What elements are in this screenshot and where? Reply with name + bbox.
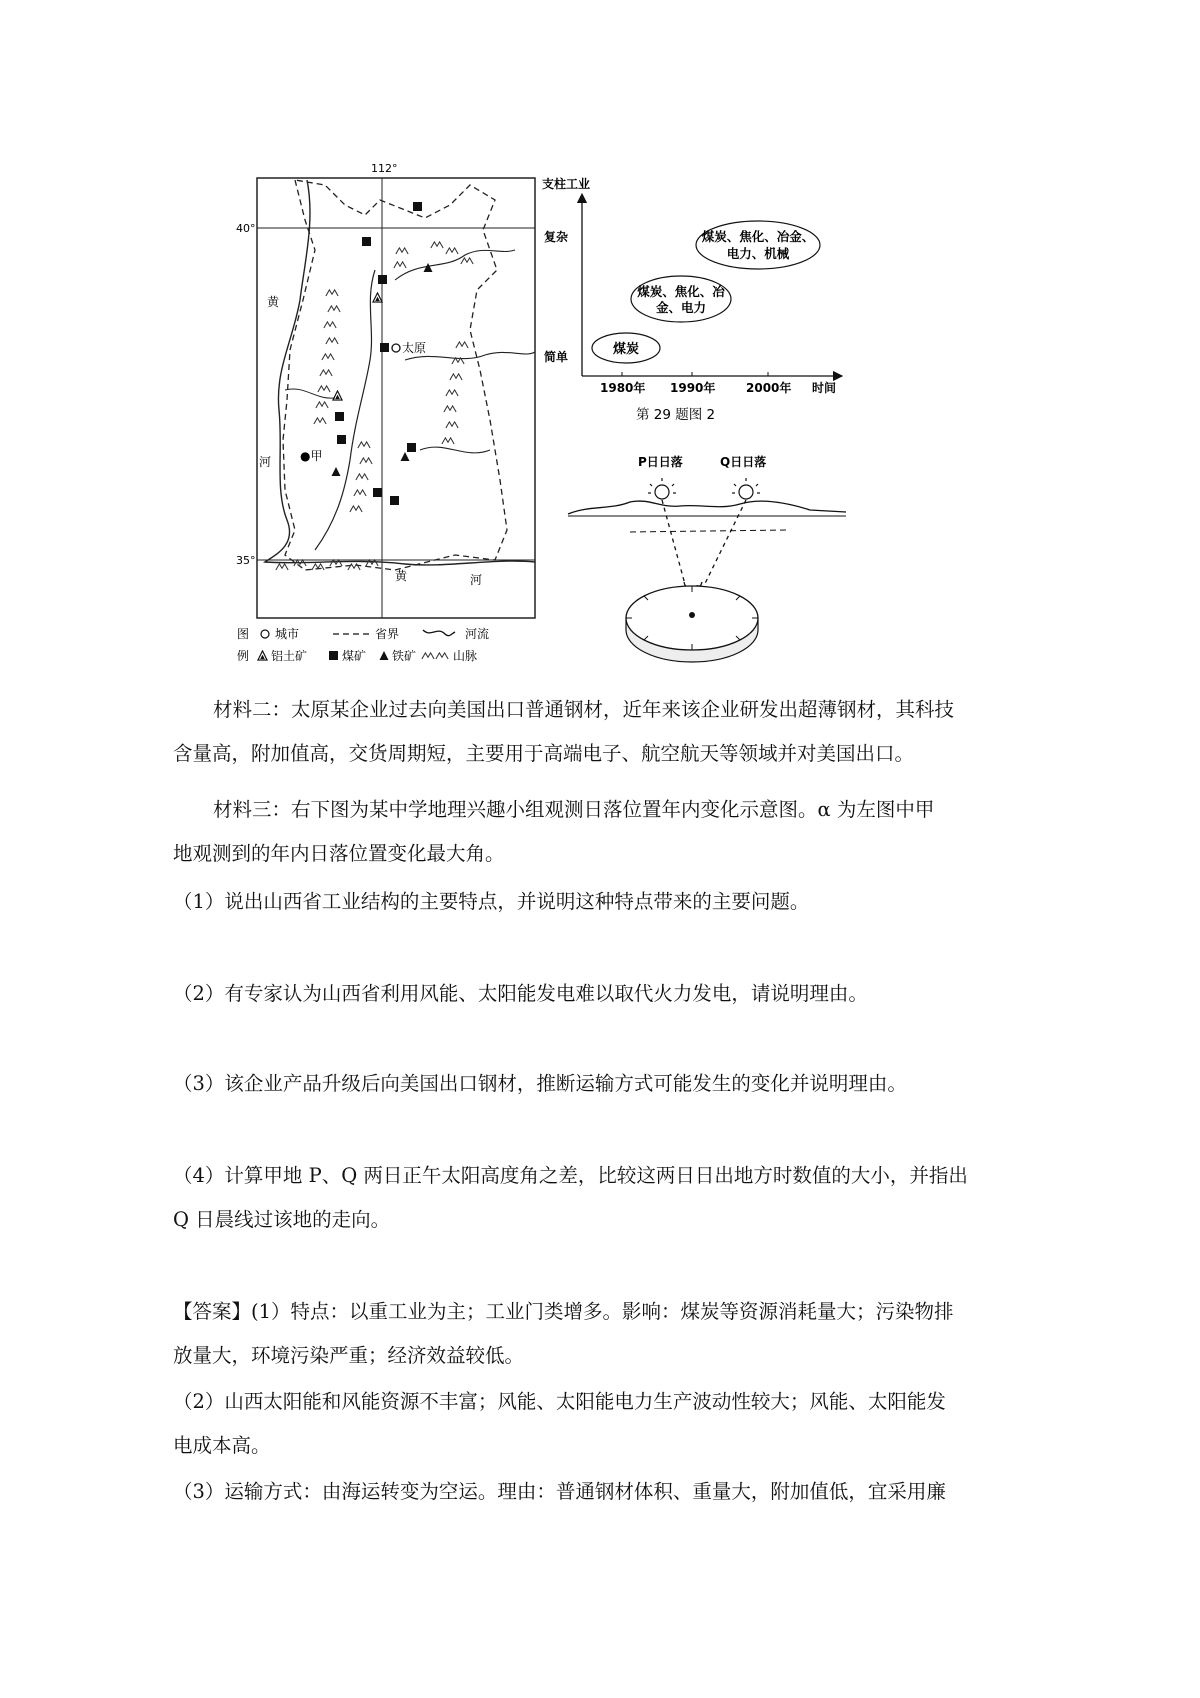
- answer-1-line1: 【答案】(1）特点：以重工业为主；工业门类增多。影响：煤炭等资源消耗量大；污染物排: [173, 1300, 954, 1323]
- observer-point: [689, 612, 695, 618]
- y-tick-simple: 简单: [544, 350, 569, 364]
- legend-mountain-icon: [422, 653, 434, 659]
- question-4-line1: （4）计算甲地 P、Q 两日正午太阳高度角之差，比较这两日日出地方时数值的大小，并指出: [173, 1164, 968, 1187]
- x-axis-label: 时间: [812, 381, 837, 395]
- map-legend: [237, 626, 489, 663]
- answer-2-line2: 电成本高。: [173, 1434, 271, 1457]
- stage-1990-ellipse: [631, 276, 731, 322]
- stage-2000-label-line1: 煤炭、焦化、冶金、: [701, 229, 815, 244]
- legend-river-label: 河流: [465, 627, 490, 641]
- legend-title-bottom: 例: [237, 649, 250, 663]
- figure-caption: 第 29 题图 2: [636, 407, 716, 423]
- material-three: [173, 788, 1033, 876]
- river-west-1: [285, 389, 335, 398]
- fen-river: [315, 270, 375, 550]
- q-sun-icon: [732, 478, 760, 499]
- industry-diagram: [540, 176, 860, 426]
- legend-city-icon: [261, 630, 269, 638]
- legend-iron-label: 铁矿: [392, 649, 417, 663]
- map-frame: [257, 178, 535, 618]
- legend-bauxite-label: 铝土矿: [271, 649, 308, 663]
- material-three-line2: 地观测到的年内日落位置变化最大角。: [173, 842, 505, 865]
- city-label-jia: ●甲: [300, 449, 323, 463]
- question-3: （3）该企业产品升级后向美国出口钢材，推断运输方式可能发生的变化并说明理由。: [173, 1072, 907, 1095]
- river-label-huang-2: 黄: [395, 569, 408, 583]
- stage-2000-label-line2: 电力、机械: [726, 246, 790, 261]
- longitude-label: 112°: [371, 162, 398, 175]
- legend-bauxite-icon: [258, 651, 267, 660]
- legend-title-top: 图: [237, 627, 250, 641]
- horizon-skyline: [568, 501, 846, 514]
- yellow-river-west: [265, 180, 535, 565]
- answer-3: （3）运输方式：由海运转变为空运。理由：普通钢材体积、重量大，附加值低，宜采用廉: [173, 1480, 946, 1503]
- p-sunset-label: P日日落: [638, 455, 683, 469]
- ground-line: [630, 530, 790, 532]
- y-axis-label: 支柱工业: [542, 177, 591, 191]
- material-three-line1: 材料三：右下图为某中学地理兴趣小组观测日落位置年内变化示意图。α 为左图中甲: [213, 798, 935, 821]
- question-1: （1）说出山西省工业结构的主要特点，并说明这种特点带来的主要问题。: [173, 890, 810, 913]
- legend-iron-icon: [380, 651, 389, 660]
- legend-border-label: 省界: [375, 627, 400, 641]
- latitude-label-top: 40°: [236, 222, 256, 235]
- answer-2: [173, 1380, 1033, 1468]
- sunset-diagram: [560, 450, 850, 670]
- material-two-line2: 含量高，附加值高，交货周期短，主要用于高端电子、航空航天等领域并对美国出口。: [173, 742, 915, 765]
- river-east-1: [395, 250, 515, 280]
- x-tick-1980: 1980年: [600, 381, 646, 395]
- stage-1990-label-line1: 煤炭、焦化、冶: [637, 284, 725, 299]
- x-tick-1990: 1990年: [670, 381, 716, 395]
- legend-mountain-icon-2: [436, 653, 448, 659]
- legend-city-label: 城市: [275, 627, 300, 641]
- taiyuan-city-icon: [392, 344, 400, 352]
- bauxite-mines: [333, 293, 382, 400]
- river-label-he-1: 河: [259, 455, 272, 469]
- material-two: [173, 688, 1033, 776]
- river-label-huang-1: 黄: [267, 295, 280, 309]
- stage-1980-label: 煤炭: [612, 342, 640, 357]
- legend-river-icon: [423, 630, 455, 636]
- stage-1990-label-line2: 金、电力: [655, 300, 707, 315]
- river-east-3: [420, 447, 490, 453]
- q-sunset-label: Q日日落: [720, 455, 767, 469]
- p-sun-icon: [648, 478, 676, 499]
- question-4-line2: Q 日晨线过该地的走向。: [173, 1208, 391, 1231]
- latitude-label-bottom: 35°: [236, 554, 256, 567]
- x-tick-2000: 2000年: [746, 381, 792, 395]
- question-2: （2）有专家认为山西省利用风能、太阳能发电难以取代火力发电，请说明理由。: [173, 982, 868, 1005]
- answer-2-line1: （2）山西太阳能和风能资源不丰富；风能、太阳能电力生产波动性较大；风能、太阳能发: [173, 1390, 946, 1413]
- province-border: [283, 180, 507, 570]
- y-tick-complex: 复杂: [544, 230, 569, 244]
- answer-1: [173, 1290, 1033, 1378]
- legend-coal-icon: [329, 651, 338, 660]
- question-4: [173, 1154, 1033, 1242]
- city-label-taiyuan: 太原: [402, 341, 427, 355]
- legend-coal-label: 煤矿: [342, 649, 367, 663]
- observation-disc: [626, 586, 758, 662]
- answer-1-line2: 放量大，环境污染严重；经济效益较低。: [173, 1344, 525, 1367]
- material-two-line1: 材料二：太原某企业过去向美国出口普通钢材，近年来该企业研发出超薄钢材，其科技: [213, 698, 955, 721]
- river-label-he-2: 河: [470, 573, 483, 587]
- legend-mountain-label: 山脉: [453, 649, 478, 663]
- shanxi-map: [236, 160, 535, 680]
